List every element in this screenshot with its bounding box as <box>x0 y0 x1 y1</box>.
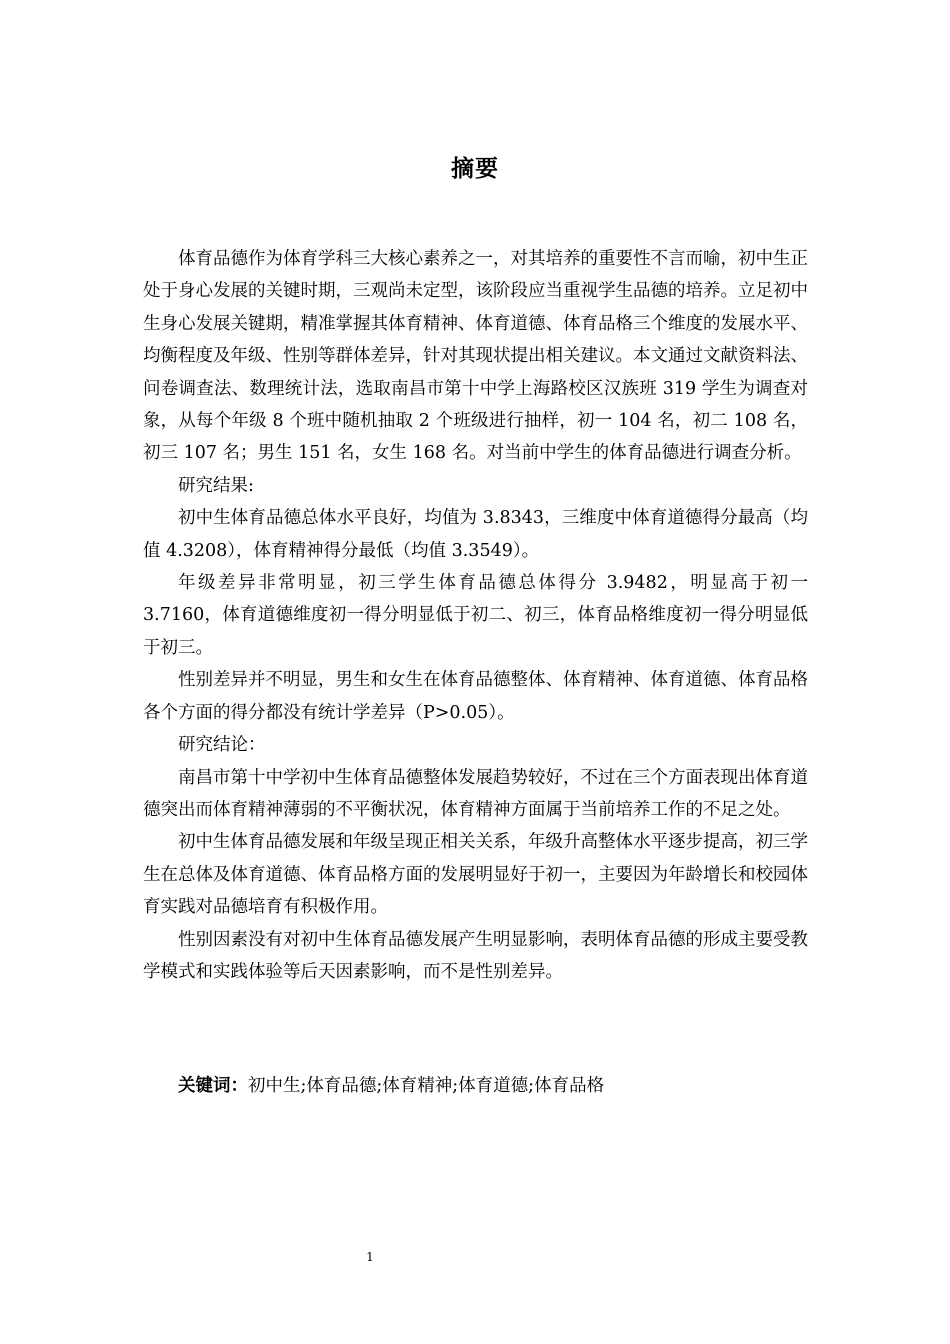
page-number: 1 <box>366 1250 374 1264</box>
keywords-list: 初中生;体育品德;体育精神;体育道德;体育品格 <box>248 1076 605 1096</box>
keywords-line <box>178 1070 818 1102</box>
results-paragraph-overall: 初中生体育品德总体水平良好，均值为 3.8343，三维度中体育道德得分最高（均值 4.3208），体育精神得分最低（均值 3.3549）。 <box>143 508 808 561</box>
conclusions-heading: 研究结论： <box>178 735 266 756</box>
conclusions-paragraph-grade: 初中生体育品德发展和年级呈现正相关关系，年级升高整体水平逐步提高，初三学生在总体及体育道德、体育品格方面的发展明显好于初一，主要因为年龄增长和校园体育实践对品德培育有积极作用。 <box>143 832 808 918</box>
abstract-paragraph-intro: 体育品德作为体育学科三大核心素养之一，对其培养的重要性不言而喻，初中生正处于身心发展的关键时期，三观尚未定型，该阶段应当重视学生品德的培养。立足初中生身心发展关键期，精准掌握其体育精神、体育道德、体育品格三个维度的发展水平、均衡程度及年级、性别等群体差异，针对其现状提出相关建议。本文通过文献资料法、问卷调查法、数理统计法，选取南昌市第十中学上海路校区汉族班 319 学生为调查对象，从每个年级 8 个班中随机抽取 2 个班级进行抽样，初一 104 名，初二 108 名，初三 107 名；男生 151 名，女生 168 名。对当前中学生的体育品德进行调查分析。 <box>143 249 808 464</box>
conclusions-paragraph-overall: 南昌市第十中学初中生体育品德整体发展趋势较好，不过在三个方面表现出体育道德突出而体育精神薄弱的不平衡状况，体育精神方面属于当前培养工作的不足之处。 <box>143 767 808 820</box>
keywords-label: 关键词： <box>178 1076 248 1096</box>
page-title: 摘要 <box>451 156 499 182</box>
results-paragraph-gender: 性别差异并不明显，男生和女生在体育品德整体、体育精神、体育道德、体育品格各个方面的得分都没有统计学差异（P>0.05）。 <box>143 670 808 723</box>
results-heading: 研究结果: <box>178 475 254 496</box>
results-paragraph-grade: 年级差异非常明显，初三学生体育品德总体得分 3.9482，明显高于初一 3.7160，体育道德维度初一得分明显低于初二、初三，体育品格维度初一得分明显低于初三。 <box>143 573 808 658</box>
conclusions-paragraph-gender: 性别因素没有对初中生体育品德发展产生明显影响，表明体育品德的形成主要受教学模式和实践体验等后天因素影响，而不是性别差异。 <box>143 929 808 982</box>
abstract-body <box>143 243 808 988</box>
